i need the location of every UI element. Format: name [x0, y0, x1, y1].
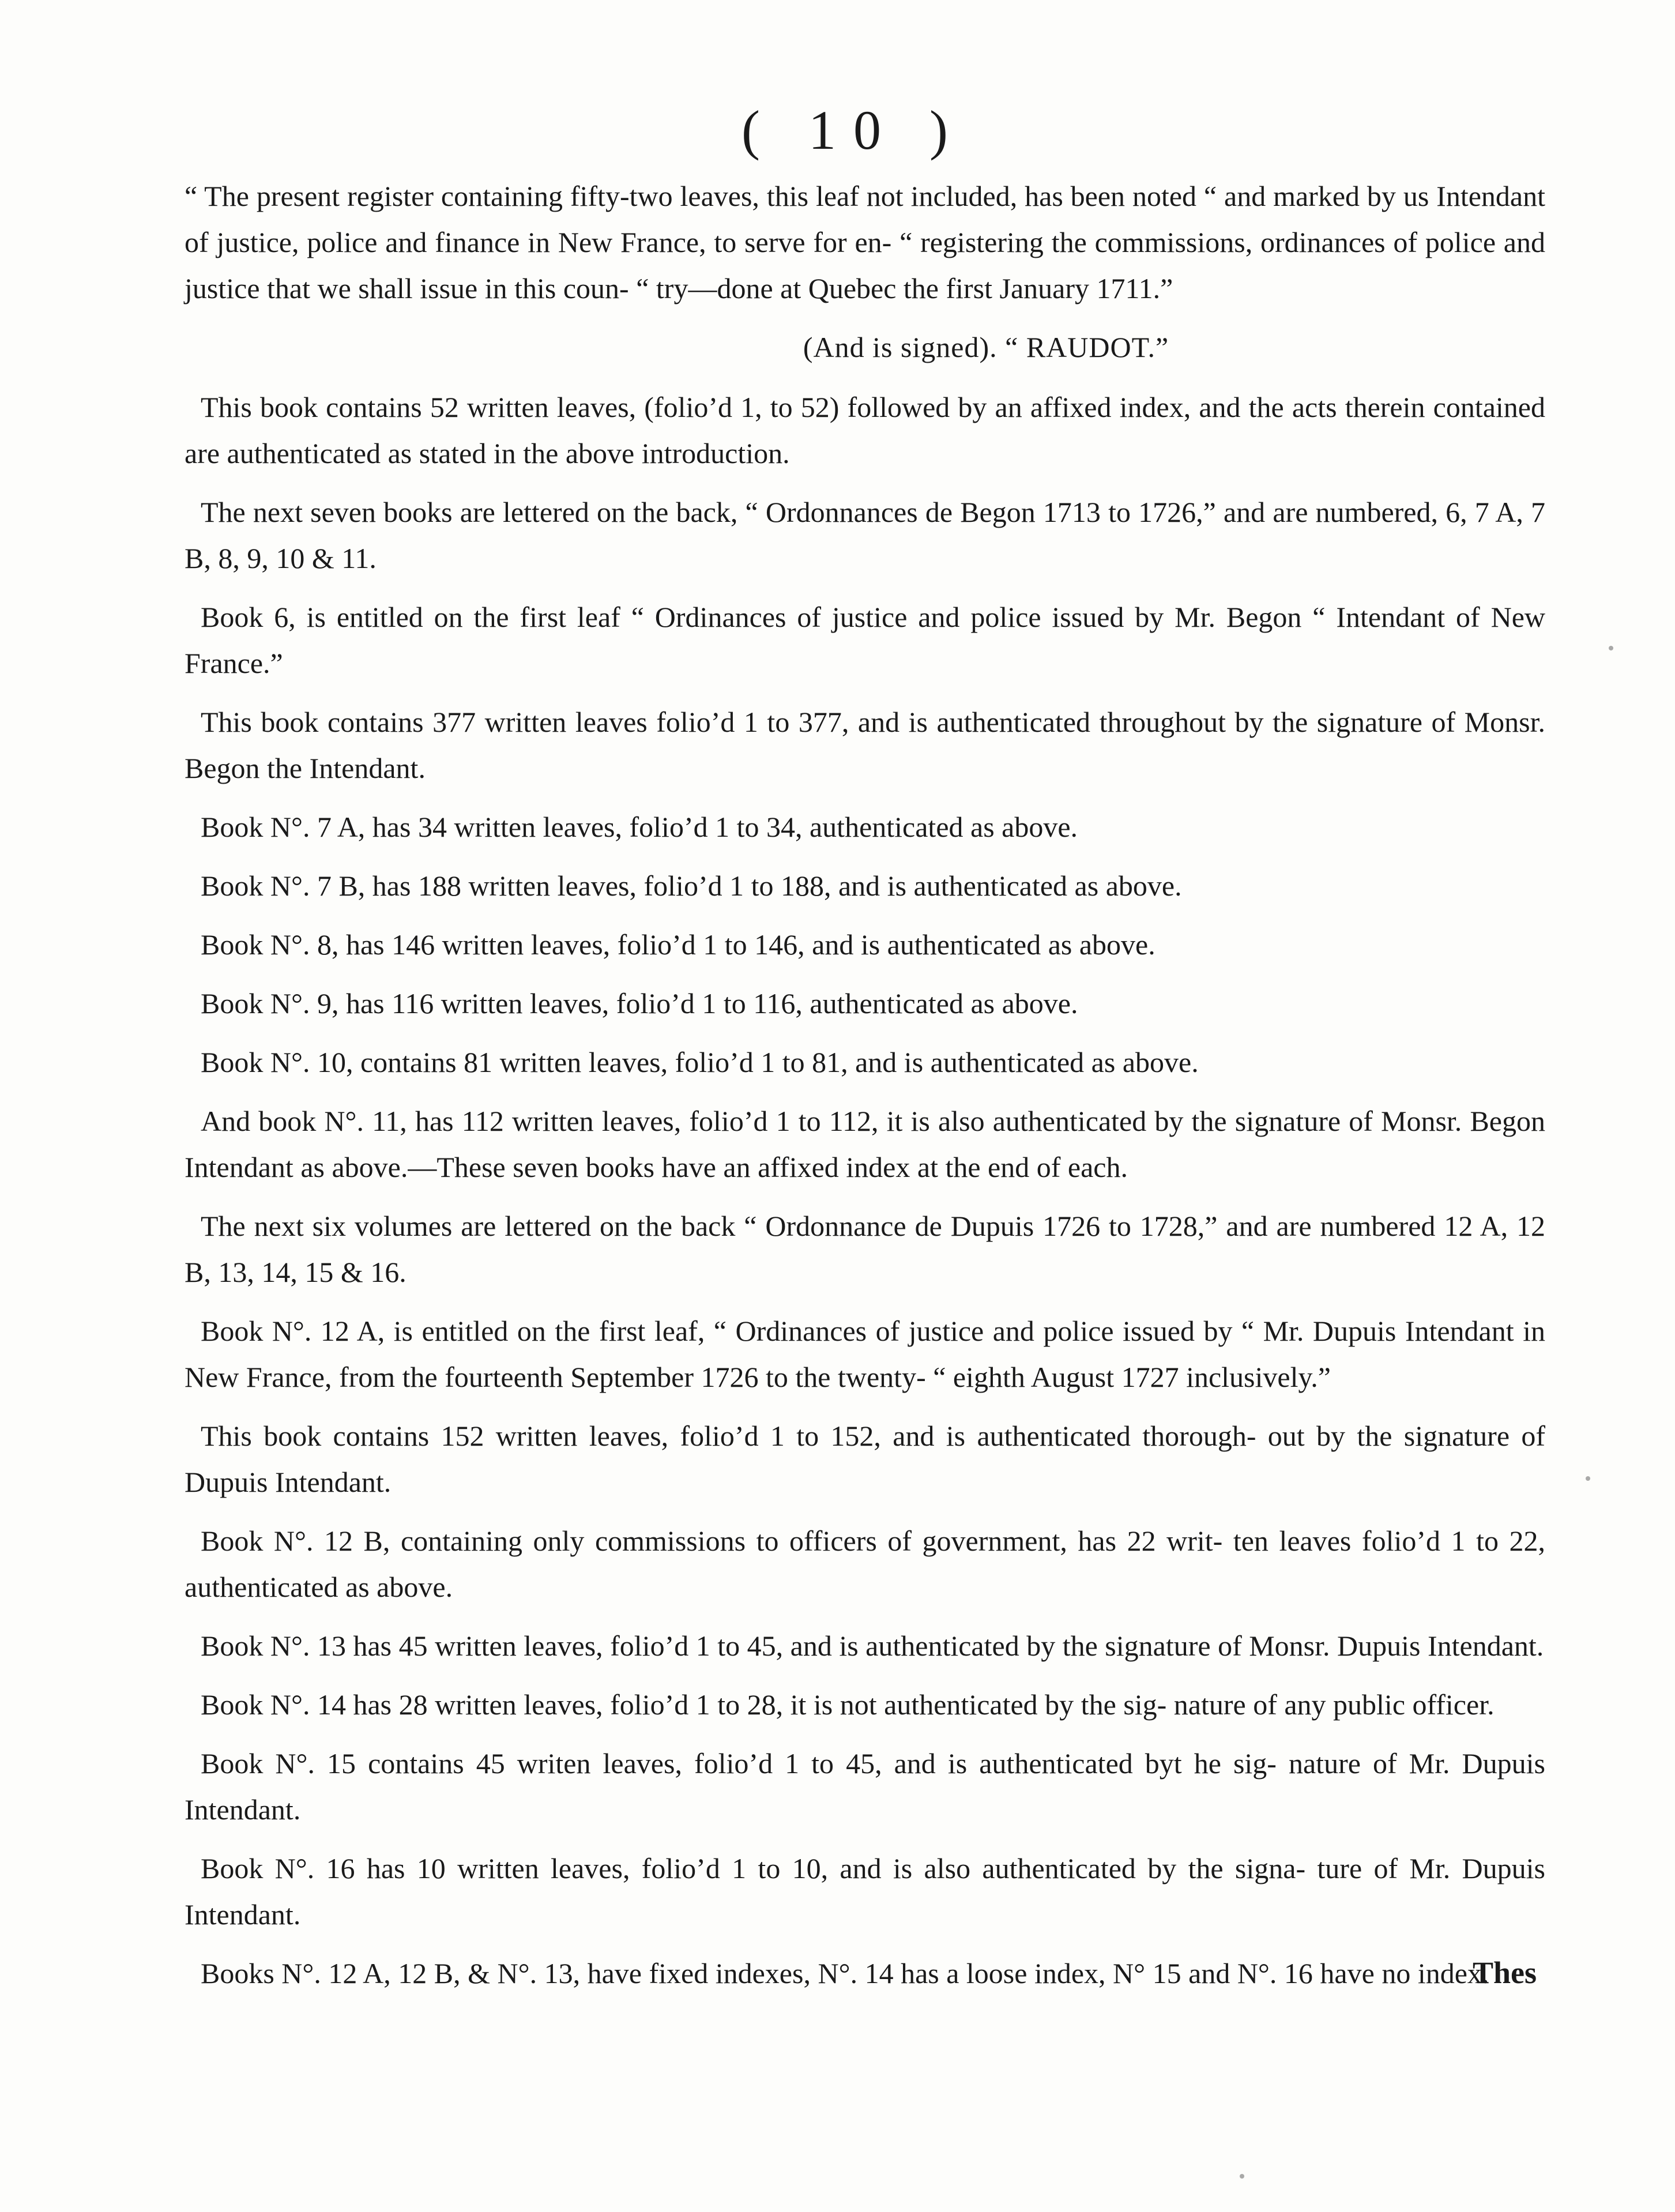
paragraph-book-6-leaves: This book contains 377 written leaves folio’d 1 to 377, and is authenticated throughout by the signature of Monsr. Begon the Intendant.: [185, 706, 1545, 784]
paragraph-book-16: Book N°. 16 has 10 written leaves, folio’d 1 to 10, and is also authenticated by the signa- ture of Mr. Dupuis Intendant.: [185, 1852, 1545, 1931]
signed-line: (And is signed). “ RAUDOT.”: [803, 331, 1169, 363]
paragraph-next-seven-books: The next seven books are lettered on the back, “ Ordonnances de Begon 1713 to 1726,” and are numbered, 6, 7 A, 7 B, 8, 9, 10 & 11.: [185, 496, 1545, 574]
paragraph-book-12a-leaves: This book contains 152 written leaves, folio’d 1 to 152, and is authenticated thorough- out by the signature of Dupuis Intendant.: [185, 1420, 1545, 1498]
paragraph-book-9: Book N°. 9, has 116 written leaves, folio’d 1 to 116, authenticated as above.: [201, 987, 1078, 1020]
body-text: [185, 173, 1545, 2009]
catchword: Thes: [1472, 1955, 1537, 1990]
paragraph-book-10: Book N°. 10, contains 81 written leaves, folio’d 1 to 81, and is authenticated as above.: [201, 1046, 1199, 1078]
paragraph-book-7b: Book N°. 7 B, has 188 written leaves, folio’d 1 to 188, and is authenticated as above.: [201, 870, 1182, 902]
paragraph-book-14: Book N°. 14 has 28 written leaves, folio’d 1 to 28, it is not authenticated by the sig- nature of any public officer.: [201, 1688, 1495, 1721]
print-speck: [1609, 646, 1613, 650]
paragraph-book-8: Book N°. 8, has 146 written leaves, folio’d 1 to 146, and is authenticated as above.: [201, 928, 1155, 961]
paragraph-books-index: Books N°. 12 A, 12 B, & N°. 13, have fixed indexes, N°. 14 has a loose index, N° 15 and N°. 16 have no index.: [201, 1957, 1489, 1989]
print-speck: [1240, 2174, 1244, 2179]
paragraph-book-6-title: Book 6, is entitled on the first leaf “ Ordinances of justice and police issued by Mr. Begon “ Intendant of New France.”: [185, 601, 1545, 679]
page-number: ( 10 ): [741, 99, 965, 161]
paragraph-next-six-volumes: The next six volumes are lettered on the back “ Ordonnance de Dupuis 1726 to 1728,” and are numbered 12 A, 12 B, 13, 14, 15 & 16.: [185, 1210, 1545, 1288]
print-speck: [1586, 1476, 1590, 1481]
paragraph-book-13: Book N°. 13 has 45 written leaves, folio’d 1 to 45, and is authenticated by the signature of Monsr. Dupuis Intendant.: [201, 1630, 1544, 1662]
paragraph-book-52-leaves: This book contains 52 written leaves, (folio’d 1, to 52) followed by an affixed index, and the acts therein contained are authenticated as stated in the above introduction.: [185, 391, 1545, 469]
paragraph-book-12a-title: Book N°. 12 A, is entitled on the first leaf, “ Ordinances of justice and police issued by “ Mr. Dupuis Intendant in New France, from the fourteenth September 1726 to the twenty- “ eighth August 1727 inclusively.”: [185, 1315, 1545, 1393]
paragraph-book-15: Book N°. 15 contains 45 writen leaves, folio’d 1 to 45, and is authenticated byt he sig- nature of Mr. Dupuis Intendant.: [185, 1747, 1545, 1826]
paragraph-book-12b: Book N°. 12 B, containing only commissions to officers of government, has 22 writ- ten leaves folio’d 1 to 22, authenticated as above.: [185, 1525, 1545, 1603]
paragraph-intro-quote: “ The present register containing fifty-two leaves, this leaf not included, has been noted “ and marked by us Intendant of justice, police and finance in New France, to serve for en- “ registering the commissions, ordinances of police and justice that we shall issue in this coun- “ try—done at Quebec the first January 1711.”: [185, 180, 1545, 304]
paragraph-book-7a: Book N°. 7 A, has 34 written leaves, folio’d 1 to 34, authenticated as above.: [201, 811, 1078, 843]
paragraph-book-11: And book N°. 11, has 112 written leaves, folio’d 1 to 112, it is also authenticated by the signature of Monsr. Begon Intendant as above.—These seven books have an affixed index at the end of each.: [185, 1105, 1545, 1183]
